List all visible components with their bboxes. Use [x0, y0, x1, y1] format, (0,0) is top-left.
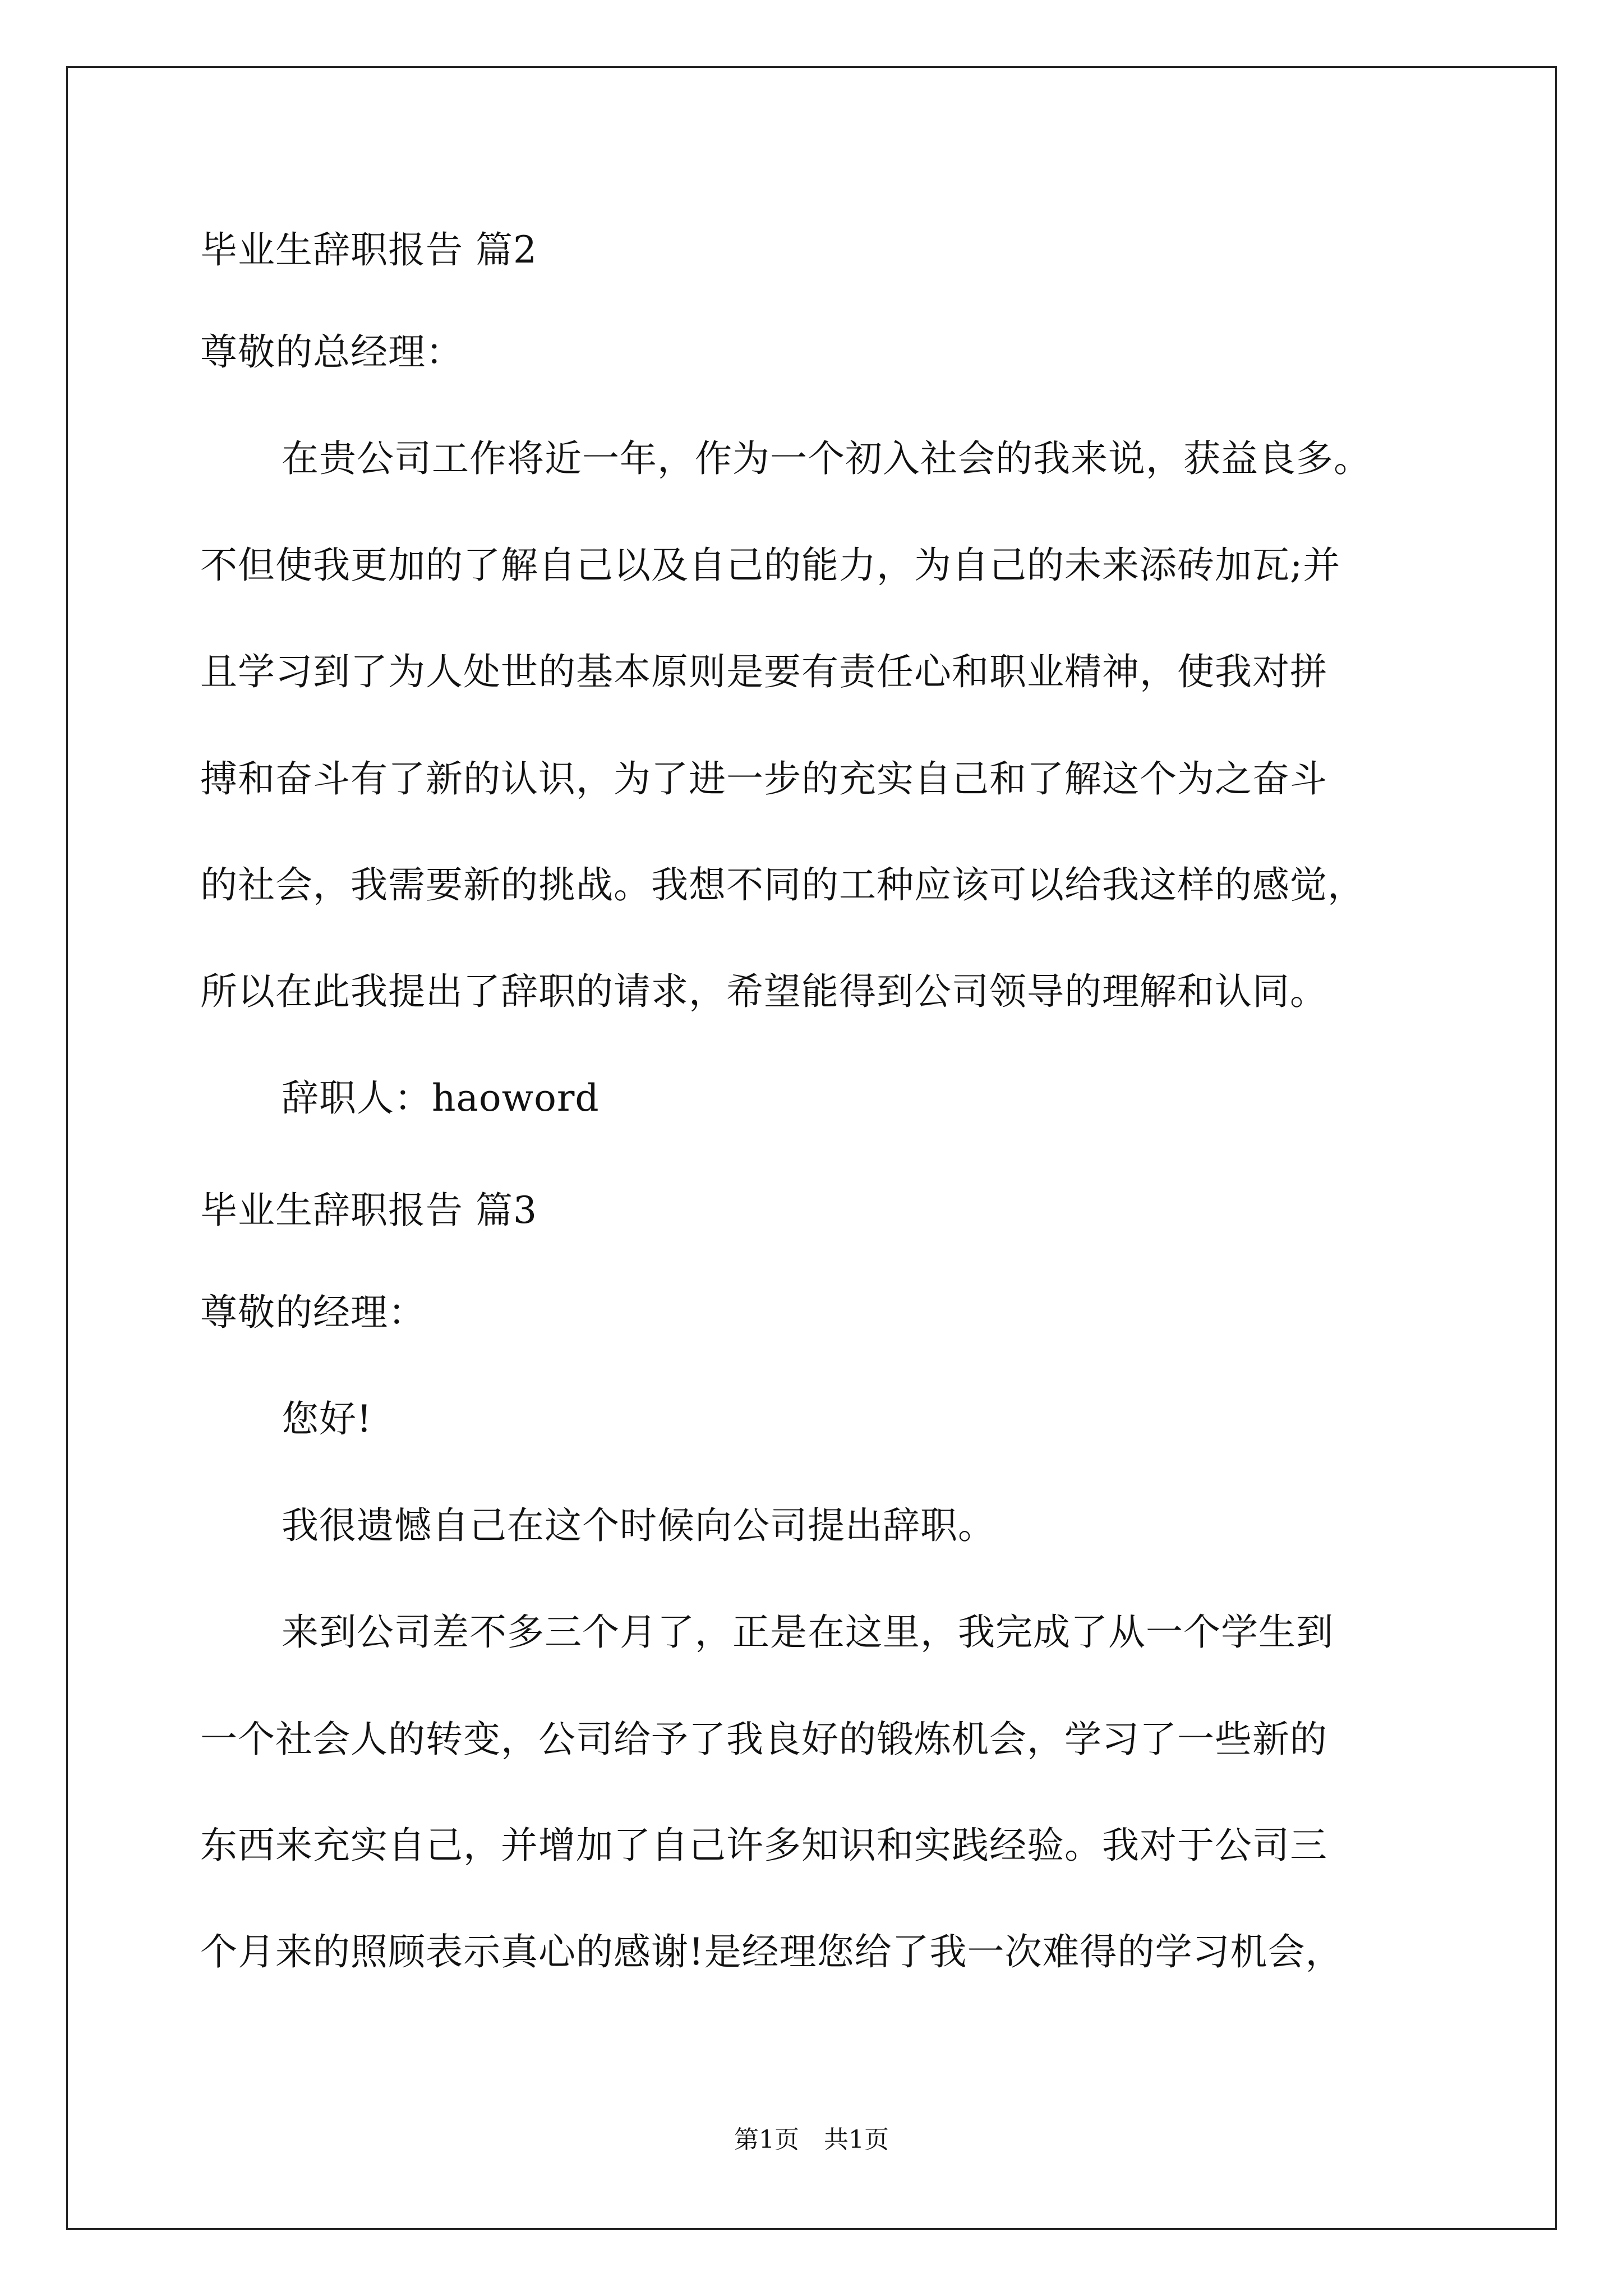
salutation-2: 尊敬的总经理：: [200, 330, 463, 374]
paragraph-line: 一个社会人的转变，公司给予了我良好的锻炼机会，学习了一些新的: [200, 1718, 1327, 1761]
page-border: [66, 66, 1557, 2230]
paragraph-line: 东西来充实自己，并增加了自己许多知识和实践经验。我对于公司三: [200, 1824, 1327, 1867]
signature-line: 辞职人：haoword: [282, 1076, 600, 1120]
paragraph-line: 在贵公司工作将近一年，作为一个初入社会的我来说，获益良多。: [282, 437, 1371, 480]
section-heading-3: 毕业生辞职报告 篇3: [200, 1189, 537, 1232]
salutation-3: 尊敬的经理：: [200, 1291, 426, 1334]
paragraph-line: 不但使我更加的了解自己以及自己的能力，为自己的未来添砖加瓦;并: [200, 544, 1341, 587]
paragraph-line: 个月来的照顾表示真心的感谢!是经理您给了我一次难得的学习机会，: [200, 1930, 1343, 1973]
greeting-line: 您好!: [282, 1397, 372, 1441]
paragraph-line: 我很遗憾自己在这个时候向公司提出辞职。: [282, 1504, 995, 1547]
paragraph-line: 的社会，我需要新的挑战。我想不同的工种应该可以给我这样的感觉，: [200, 863, 1365, 907]
paragraph-line: 来到公司差不多三个月了，正是在这里，我完成了从一个学生到: [282, 1611, 1334, 1654]
paragraph-line: 所以在此我提出了辞职的请求，希望能得到公司领导的理解和认同。: [200, 970, 1327, 1013]
section-heading-2: 毕业生辞职报告 篇2: [200, 228, 537, 272]
paragraph-line: 搏和奋斗有了新的认识，为了进一步的充实自己和了解这个为之奋斗: [200, 757, 1327, 800]
paragraph-line: 且学习到了为人处世的基本原则是要有责任心和职业精神，使我对拼: [200, 650, 1327, 693]
page-footer: 第1页 共1页: [734, 2125, 889, 2154]
